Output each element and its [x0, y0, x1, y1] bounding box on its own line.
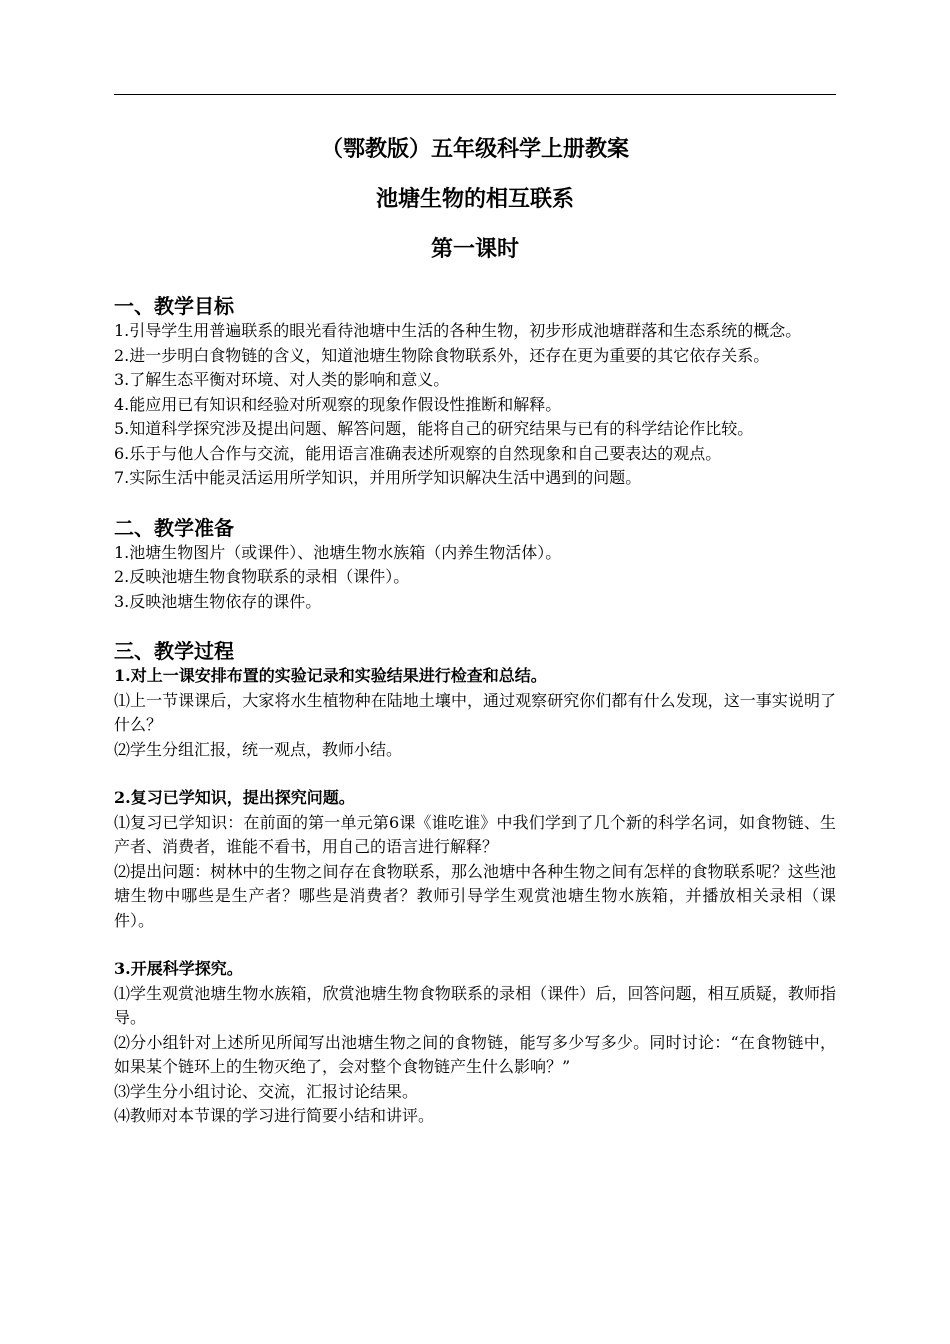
objective-item: 2.进一步明白食物链的含义，知道池塘生物除食物联系外，还存在更为重要的其它依存关系。: [114, 345, 770, 365]
objective-item: 5.知道科学探究涉及提出问题、解答问题，能将自己的研究结果与已有的科学结论作比较。: [114, 419, 754, 438]
process-step-title: 2.复习已学知识，提出探究问题。: [114, 788, 355, 807]
process-step-title: 3.开展科学探究。: [114, 959, 243, 978]
process-item: ⑴学生观赏池塘生物水族箱，欣赏池塘生物食物联系的录相（课件）后，回答问题，相互质疑，教师指导。: [114, 983, 836, 1027]
objective-item: 3.了解生态平衡对环境、对人类的影响和意义。: [114, 370, 450, 389]
section-objectives: [114, 293, 836, 491]
process-item: ⑶学生分小组讨论、交流，汇报讨论结果。: [114, 1081, 419, 1101]
section-heading: 二、教学准备: [114, 515, 234, 540]
process-item: ⑴复习已学知识：在前面的第一单元第6课《谁吃谁》中我们学到了几个新的科学名词，如食物链、生产者、消费者，谁能不看书，用自己的语言进行解释？: [114, 812, 836, 856]
objective-item: 6.乐于与他人合作与交流，能用语言准确表述所观察的自然现象和自己要表达的观点。: [114, 443, 722, 463]
preparation-item: 3.反映池塘生物依存的课件。: [114, 591, 322, 611]
section-process: [114, 638, 836, 1129]
header-rule: [114, 94, 836, 95]
section-heading: 一、教学目标: [114, 294, 234, 318]
process-item: ⑷教师对本节课的学习进行简要小结和讲评。: [114, 1106, 435, 1125]
lesson-title: 池塘生物的相互联系: [375, 186, 574, 212]
process-item: ⑴上一节课课后，大家将水生植物种在陆地土壤中，通过观察研究你们都有什么发现，这一事实说明了什么？: [114, 690, 836, 734]
document-title: （鄂教版）五年级科学上册教案: [320, 136, 629, 162]
document-page: [114, 94, 836, 1129]
preparation-item: 1.池塘生物图片（或课件）、池塘生物水族箱（内养生物活体）。: [114, 542, 562, 562]
title-block: [114, 133, 836, 265]
process-item: ⑵提出问题：树林中的生物之间存在食物联系，那么池塘中各种生物之间有怎样的食物联系呢？这些池塘生物中哪些是生产者？哪些是消费者？教师引导学生观赏池塘生物水族箱，并播放相关录相（课件）。: [114, 861, 836, 930]
objective-item: 1.引导学生用普遍联系的眼光看待池塘中生活的各种生物，初步形成池塘群落和生态系统的概念。: [114, 321, 802, 340]
preparation-item: 2.反映池塘生物食物联系的录相（课件）。: [114, 567, 410, 586]
objective-item: 7.实际生活中能灵活运用所学知识，并用所学知识解决生活中遇到的问题。: [114, 468, 642, 487]
objective-item: 4.能应用已有知识和经验对所观察的现象作假设性推断和解释。: [114, 394, 562, 414]
section-heading: 三、教学过程: [114, 639, 234, 663]
process-step-title: 1.对上一课安排布置的实验记录和实验结果进行检查和总结。: [114, 666, 547, 685]
process-item: ⑵分小组针对上述所见所闻写出池塘生物之间的食物链，能写多少写多少。同时讨论：“在食物链中，如果某个链环上的生物灭绝了，会对整个食物链产生什么影响？”: [114, 1032, 836, 1076]
process-item: ⑵学生分组汇报，统一观点，教师小结。: [114, 739, 403, 759]
section-preparation: [114, 515, 836, 615]
lesson-period: 第一课时: [430, 236, 519, 262]
